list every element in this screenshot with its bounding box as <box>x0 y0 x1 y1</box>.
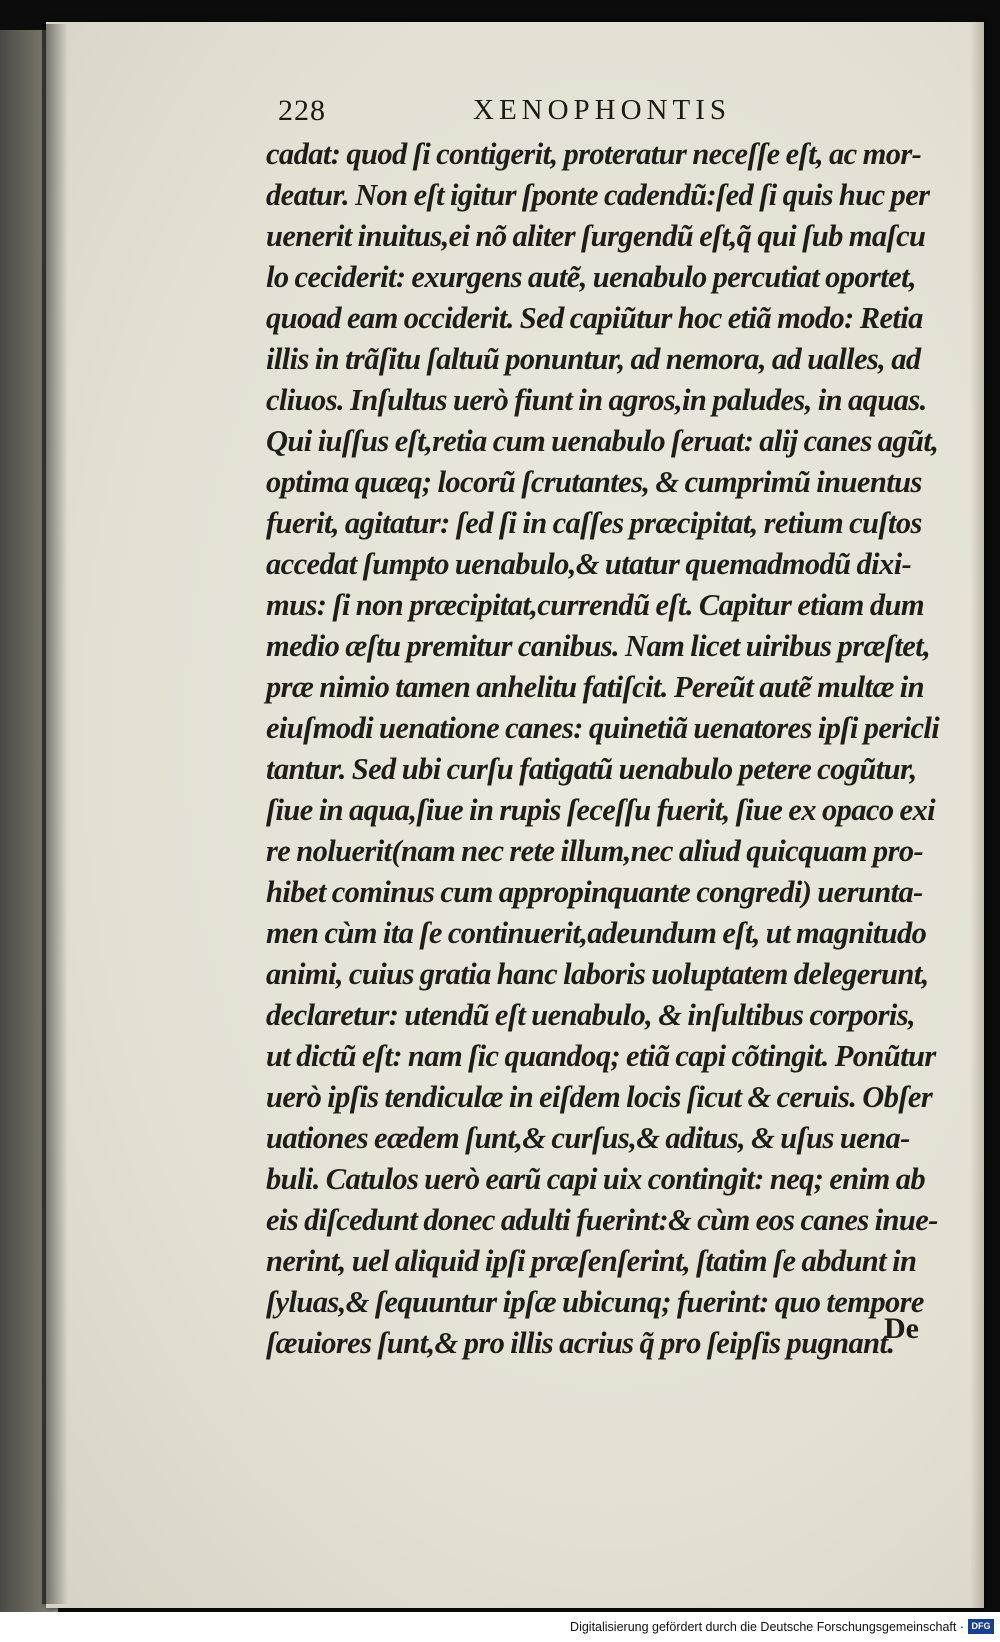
text-line: buli. Catulos uerò earũ capi uix contingit: neq; enim ab <box>266 1162 925 1196</box>
text-line: declaretur: utendũ eſt uenabulo, & inſultibus corporis, <box>266 998 916 1032</box>
text-line: eis diſcedunt donec adulti fuerint:& cùm eos canes inue- <box>266 1203 938 1237</box>
text-line: ſæuiores ſunt,& pro illis acrius q̃ pro ſeipſis pugnant. <box>266 1326 895 1360</box>
text-line: ut dictũ eſt: nam ſic quandoq; etiã capi cõtingit. Ponũtur <box>266 1039 936 1073</box>
text-line: præ nimio tamen anhelitu fatiſcit. Pereũt autẽ multæ in <box>266 670 925 704</box>
text-line: nerint, uel aliquid ipſi præſenſerint, ſtatim ſe abdunt in <box>266 1244 917 1278</box>
text-line: hibet cominus cum appropinquante congredi) ueruntа- <box>266 875 923 909</box>
catchword: De <box>884 1312 919 1345</box>
funding-credit: Digitalisierung gefördert durch die Deutsche Forschungsgemeinschaft · <box>570 1620 964 1634</box>
text-line: cliuos. Inſultus uerò fiunt in agros,in paludes, in aquas. <box>266 383 927 417</box>
text-line: accedat ſumpto uenabulo,& utatur quemadmodũ dixi- <box>266 547 912 581</box>
text-line: Qui iuſſus eſt,retia cum uenabulo ſeruat: alij canes agũt, <box>266 424 939 458</box>
text-line: men cùm ita ſe continuerit,adeundum eſt, ut magnitudo <box>266 916 927 950</box>
text-line: uationes eædem ſunt,& curſus,& aditus, & uſus uena- <box>266 1121 910 1155</box>
text-line: mus: ſi non præcipitat,currendũ eſt. Capitur etiam dum <box>266 588 924 622</box>
text-line: quoad eam occiderit. Sed capiũtur hoc etiã modo: Retia <box>266 301 923 335</box>
text-line: medio æſtu premitur canibus. Nam licet uiribus præſtet, <box>266 629 931 663</box>
text-line: ſiue in aqua,ſiue in rupis ſeceſſu fuerit, ſiue ex opaco exi <box>266 793 936 827</box>
text-line: cadat: quod ſi contigerit, proteratur neceſſe eſt, ac mor- <box>266 137 922 171</box>
text-line: deatur. Non eſt igitur ſponte cadendũ:ſed ſi quis huc per <box>266 178 930 212</box>
text-line: uerò ipſis tendiculæ in eiſdem locis ſicut & ceruis. Obſer <box>266 1080 933 1114</box>
text-line: optima quæq; locorũ ſcrutantes, & cumprimũ inuentus <box>266 465 922 499</box>
text-line: fuerit, agitatur: ſed ſi in caſſes præcipitat, retium cuſtos <box>266 506 922 540</box>
text-line: eiuſmodi uenatione canes: quinetiã uenatores ipſi pericli <box>266 711 940 745</box>
running-head <box>278 94 808 134</box>
text-line: re noluerit(nam nec rete illum,nec aliud quicquam pro- <box>266 834 924 868</box>
body-text <box>266 134 966 1364</box>
page-number: 228 <box>278 94 326 127</box>
text-line: tantur. Sed ubi curſu fatigatũ uenabulo petere cogũtur, <box>266 752 917 786</box>
text-line: animi, cuius gratia hanc laboris uoluptatem delegerunt, <box>266 957 929 991</box>
book-page <box>46 22 984 1608</box>
running-title: XENOPHONTIS <box>473 94 731 126</box>
dfg-logo: DFG <box>968 1619 994 1634</box>
text-line: illis in trãſitu ſaltuũ ponuntur, ad nemora, ad ualles, ad <box>266 342 921 376</box>
text-line: ſyluas,& ſequuntur ipſæ ubicunq; fuerint: quo tempore <box>266 1285 924 1319</box>
text-line: uenerit inuitus,ei nõ aliter ſurgendũ eſt,q̃ qui ſub maſcu <box>266 219 926 253</box>
text-line: lo ceciderit: exurgens autẽ, uenabulo percutiat oportet, <box>266 260 917 294</box>
digitization-footer <box>0 1612 1000 1642</box>
spine-shadow <box>42 24 68 1604</box>
page-edge-shading <box>970 22 984 1608</box>
